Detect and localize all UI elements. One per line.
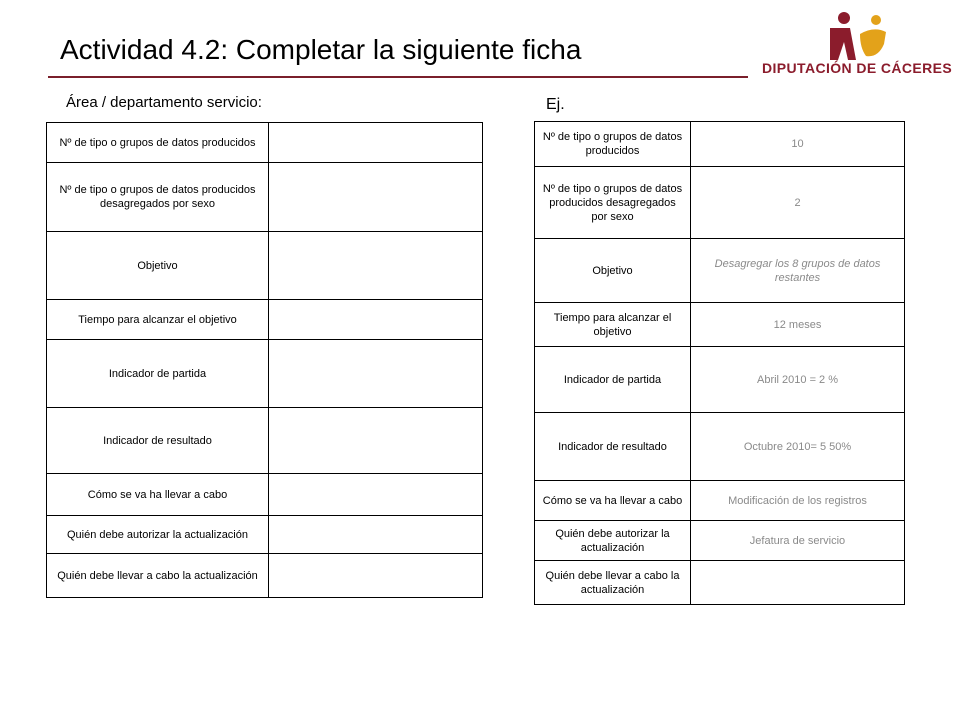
field-label: Nº de tipo o grupos de datos producidos (535, 122, 691, 167)
table-row (535, 521, 905, 561)
field-value-cell[interactable] (269, 163, 483, 232)
field-label: Nº de tipo o grupos de datos producidos desagregados por sexo (47, 163, 269, 232)
table-row (535, 122, 905, 167)
logo-gold-figure (860, 29, 886, 56)
field-value-cell[interactable] (269, 300, 483, 340)
field-label: Indicador de resultado (535, 413, 691, 481)
table-row (47, 232, 483, 300)
field-value-cell[interactable] (269, 474, 483, 516)
field-value: Desagregar los 8 grupos de datos restantes (691, 239, 905, 303)
table-row (535, 239, 905, 303)
area-department-label: Área / departamento servicio: (66, 94, 262, 111)
field-value: Abril 2010 = 2 % (691, 347, 905, 413)
field-value: Modificación de los registros (691, 481, 905, 521)
field-label: Cómo se va ha llevar a cabo (47, 474, 269, 516)
field-label: Tiempo para alcanzar el objetivo (535, 303, 691, 347)
field-value (691, 561, 905, 605)
logo-gold-head (871, 15, 881, 25)
table-row (535, 303, 905, 347)
table-row (47, 340, 483, 408)
page-title: Actividad 4.2: Completar la siguiente ficha (60, 34, 582, 65)
logo-red-head (838, 12, 850, 24)
table-row (47, 408, 483, 474)
field-value: Octubre 2010= 5 50% (691, 413, 905, 481)
field-label: Quién debe llevar a cabo la actualización (535, 561, 691, 605)
field-label: Objetivo (47, 232, 269, 300)
field-value: 2 (691, 167, 905, 239)
field-label: Nº de tipo o grupos de datos producidos (47, 123, 269, 163)
field-label: Nº de tipo o grupos de datos producidos desagregados por sexo (535, 167, 691, 239)
field-value: 12 meses (691, 303, 905, 347)
field-label: Quién debe llevar a cabo la actualización (47, 554, 269, 598)
table-row (47, 300, 483, 340)
field-value-cell[interactable] (269, 340, 483, 408)
field-value-cell[interactable] (269, 232, 483, 300)
field-value: 10 (691, 122, 905, 167)
field-value: Jefatura de servicio (691, 521, 905, 561)
title-divider (48, 76, 748, 78)
blank-form-table (46, 122, 483, 598)
field-label: Objetivo (535, 239, 691, 303)
example-label: Ej. (546, 96, 565, 113)
table-row (535, 481, 905, 521)
table-row (535, 167, 905, 239)
table-row (47, 474, 483, 516)
field-label: Quién debe autorizar la actualización (47, 516, 269, 554)
field-label: Indicador de resultado (47, 408, 269, 474)
field-label: Cómo se va ha llevar a cabo (535, 481, 691, 521)
table-row (47, 516, 483, 554)
field-label: Indicador de partida (47, 340, 269, 408)
field-value-cell[interactable] (269, 408, 483, 474)
table-row (47, 123, 483, 163)
field-label: Indicador de partida (535, 347, 691, 413)
field-label: Tiempo para alcanzar el objetivo (47, 300, 269, 340)
logo-text: DIPUTACIÓN DE CÁCERES (762, 60, 953, 76)
field-value-cell[interactable] (269, 123, 483, 163)
field-label: Quién debe autorizar la actualización (535, 521, 691, 561)
field-value-cell[interactable] (269, 554, 483, 598)
field-value-cell[interactable] (269, 516, 483, 554)
table-row (535, 347, 905, 413)
table-row (47, 554, 483, 598)
table-row (47, 163, 483, 232)
table-row (535, 561, 905, 605)
example-form-table (534, 121, 905, 605)
table-row (535, 413, 905, 481)
logo-red-figure (830, 28, 856, 60)
